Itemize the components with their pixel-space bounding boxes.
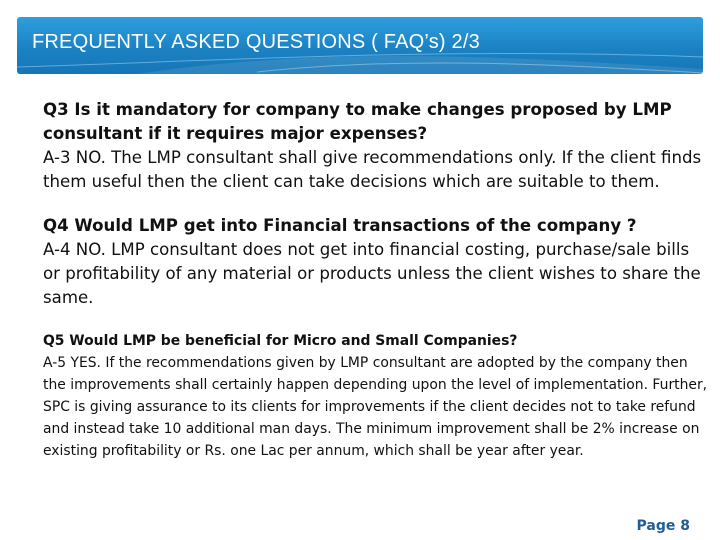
faq-item-q5	[43, 330, 711, 462]
title-bar	[17, 17, 703, 74]
faq-question: Q4 Would LMP get into Financial transactions of the company ?	[43, 216, 637, 235]
faq-answer: A-3 NO. The LMP consultant shall give recommendations only. If the client finds them useful then the client can take decisions which are suitable to them.	[43, 148, 702, 191]
faq-answer: A-5 YES. If the recommendations given by LMP consultant are adopted by the company then the improvements shall certainly happen depending upon the level of implementation. Further, SPC is giving assurance to its clients for improvements if the client decides not to take refund and instead take 10 additional man days. The minimum improvement shall be 2% increase on existing profitability or Rs. one Lac per annum, which shall be year after year.	[43, 355, 708, 459]
slide-title: FREQUENTLY ASKED QUESTIONS ( FAQ’s) 2/3	[32, 31, 480, 53]
faq-item-q4	[43, 214, 711, 310]
faq-content	[43, 98, 711, 482]
page-number: Page 8	[636, 518, 690, 534]
faq-answer: A-4 NO. LMP consultant does not get into financial costing, purchase/sale bills or profitability of any material or products unless the client wishes to share the same.	[43, 240, 701, 307]
faq-question: Q5 Would LMP be beneficial for Micro and Small Companies?	[43, 333, 518, 349]
faq-question: Q3 Is it mandatory for company to make changes proposed by LMP consultant if it requires major expenses?	[43, 100, 672, 143]
faq-item-q3	[43, 98, 711, 194]
